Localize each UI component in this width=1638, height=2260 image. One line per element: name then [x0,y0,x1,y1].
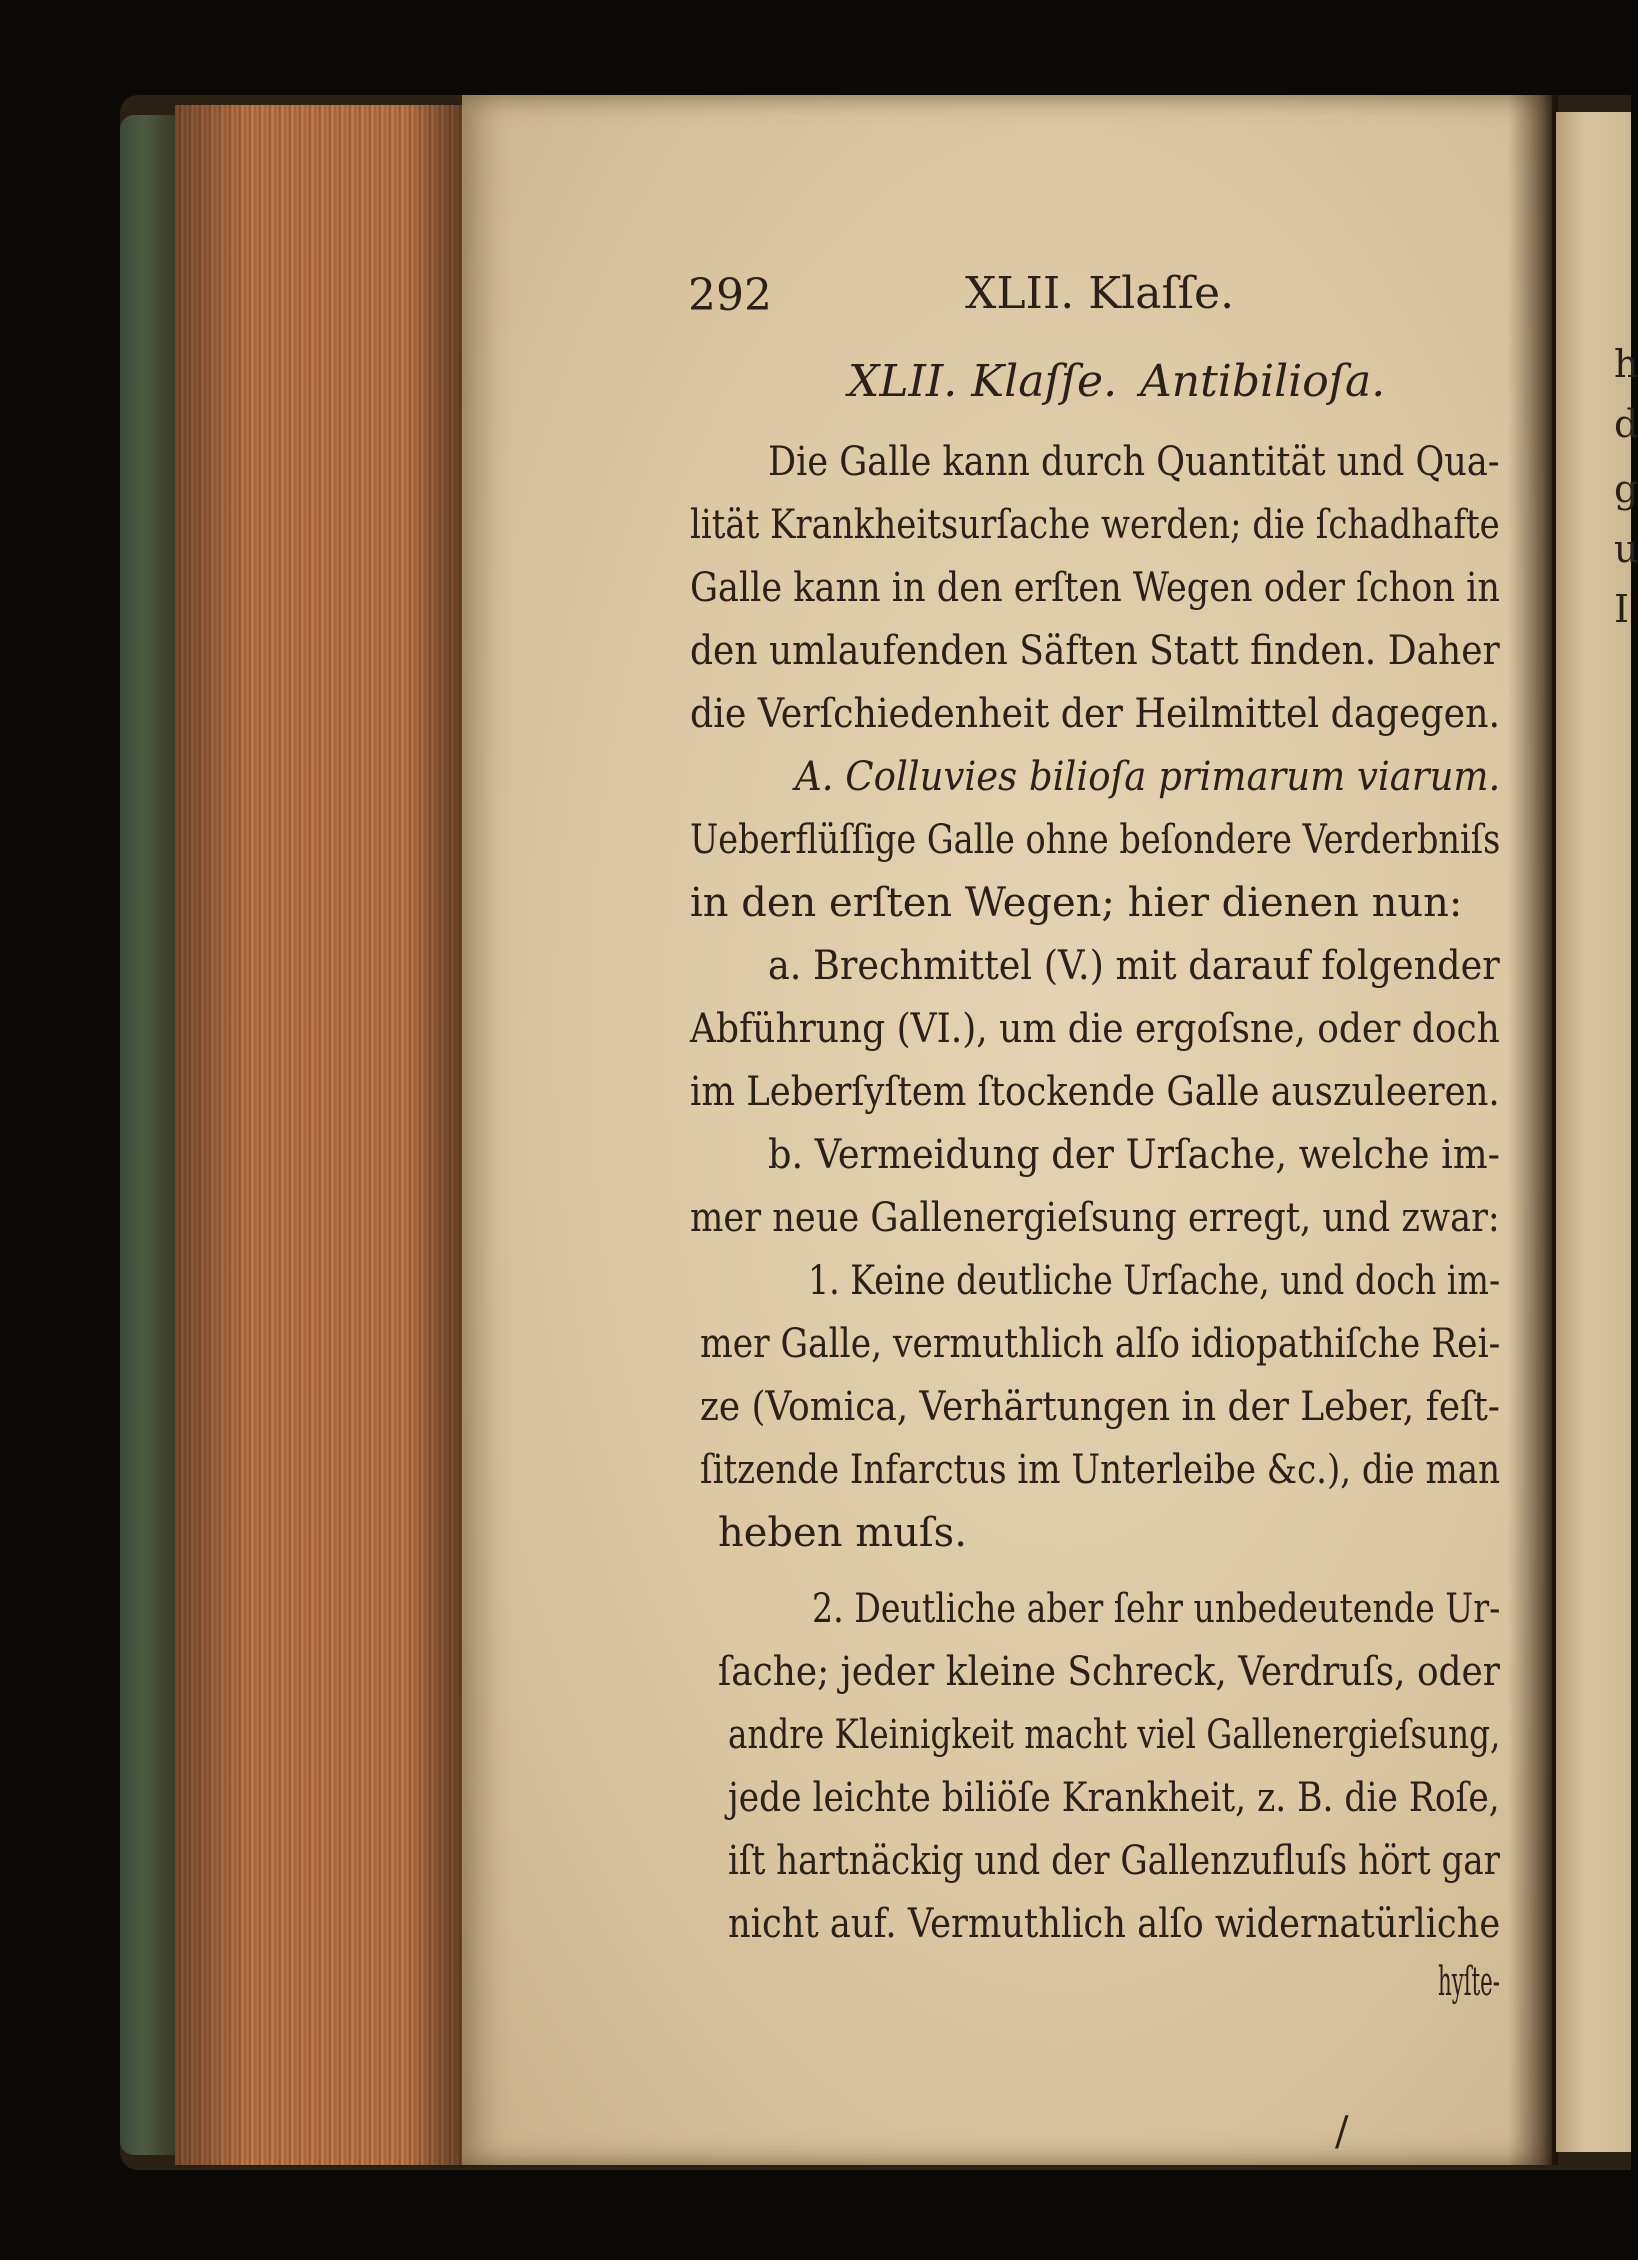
text-line: lität Krankheitsurſache werden; die ſchadhafte [690,502,1500,548]
text-line: 2. Deutliche aber ſehr unbedeutende Ur- [812,1586,1501,1632]
text-line: andre Kleinigkeit macht viel Gallenergieſsung, [728,1712,1501,1758]
text-line: heben muſs. [718,1510,967,1556]
text-line: Galle kann in den erſten Wegen oder ſchon in [690,565,1500,611]
catchword: hyſte- [1438,1959,1500,2005]
margin-mark: / [1335,2109,1349,2155]
facing-page-edge [1556,112,1638,2152]
text-line: den umlaufenden Säften Statt finden. Daher [690,628,1500,674]
section-heading: A. Colluvies bilioſa primarum viarum. [795,754,1501,800]
book-gutter [1508,95,1558,2165]
running-head: XLII. Klaſſe. [965,268,1235,319]
facing-page-fragment: u [1614,527,1638,571]
chapter-number: XLII. Klaſſe. [848,356,1118,407]
page-edges-shadow [175,105,465,2165]
text-line: Die Galle kann durch Quantität und Qua- [768,439,1500,485]
text-line: nicht auf. Vermuthlich alſo widernatürliche [728,1901,1501,1947]
text-line: iſt hartnäckig und der Gallenzufluſs hört gar [728,1838,1501,1884]
text-line: im Leberſyſtem ſtockende Galle auszuleeren. [690,1069,1500,1115]
text-line: mer neue Gallenergieſsung erregt, und zwar: [690,1195,1500,1241]
text-line: in den erſten Wegen; hier dienen nun: [690,880,1463,926]
facing-page-fragment: h [1614,342,1638,386]
text-line: ſache; jeder kleine Schreck, Verdruſs, oder [718,1649,1500,1695]
text-line: Abführung (VI.), um die ergoſsne, oder doch [690,1006,1500,1052]
text-line: jede leichte biliöſe Krankheit, z. B. die Roſe, [728,1775,1500,1821]
text-line: b. Vermeidung der Urſache, welche im- [768,1132,1500,1178]
chapter-name: Antibilioſa. [1140,356,1386,407]
book-cover-edge [120,115,175,2155]
text-line: ſitzende Infarctus im Unterleibe &c.), die man [700,1447,1501,1493]
facing-page-fragment: I [1614,587,1630,631]
facing-page-fragment: g [1614,467,1638,511]
page-number: 292 [688,270,772,321]
facing-page-fragment: d [1614,402,1638,446]
text-line: Ueberflüſſige Galle ohne beſondere Verderbniſs [690,817,1501,863]
text-line: mer Galle, vermuthlich alſo idiopathiſche Rei- [700,1321,1501,1367]
text-line: ze (Vomica, Verhärtungen in der Leber, feſt- [700,1384,1500,1430]
text-line: a. Brechmittel (V.) mit darauf folgender [768,943,1500,989]
text-line: 1. Keine deutliche Urſache, und doch im- [808,1258,1501,1304]
text-line: die Verſchiedenheit der Heilmittel dagegen. [690,691,1501,737]
